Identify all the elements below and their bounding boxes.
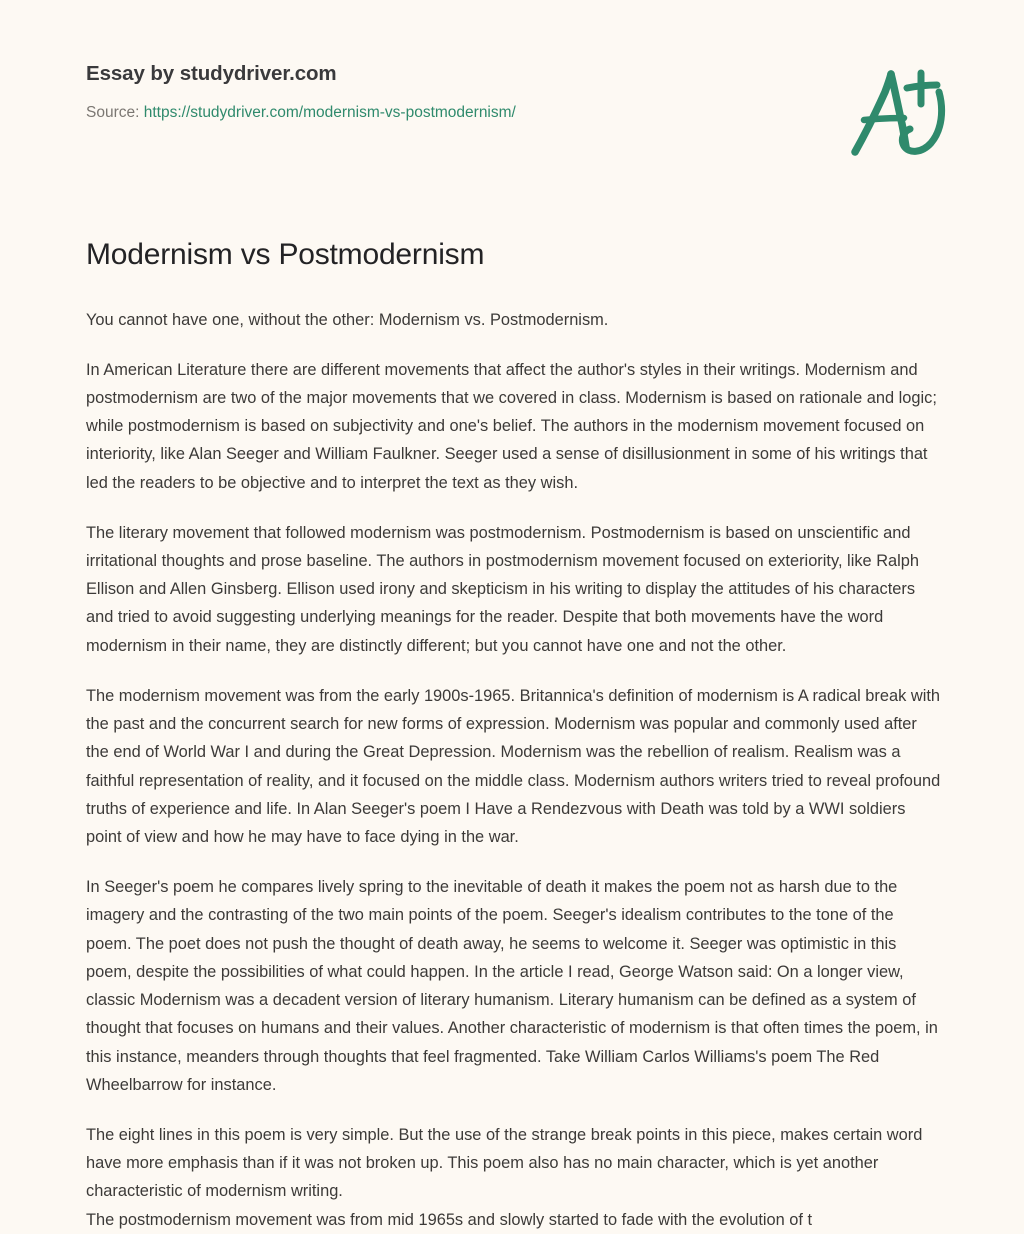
essay-byline: Essay by studydriver.com <box>86 62 337 85</box>
article <box>86 236 942 1234</box>
source-label: Source: <box>86 103 140 121</box>
source-line <box>86 103 516 123</box>
page-title: Modernism vs Postmodernism <box>86 238 485 271</box>
paragraph: You cannot have one, without the other: Modernism vs. Postmodernism. <box>86 310 609 329</box>
article-body <box>86 306 942 1234</box>
paragraph: In American Literature there are different movements that affect the author's styles in their writings. Modernism and postmodernism are two of the major movements that we covered in class. Modernism is based on rationale and logic; while postmodernism is based on subjectivity and one's belief. The authors in the modernism movement focused on interiority, like Alan Seeger and William Faulkner. Seeger used a sense of disillusionment in some of his writings that led the readers to be objective and to interpret the text as they wish. <box>86 360 937 492</box>
paragraph: The eight lines in this poem is very simple. But the use of the strange break points in this piece, makes certain word have more emphasis than if it was not broken up. This poem also has no main character, which is yet another characteristic of modernism writing. <box>86 1125 923 1201</box>
page-header <box>0 0 1024 190</box>
a-plus-logo <box>838 52 954 168</box>
paragraph: In Seeger's poem he compares lively spring to the inevitable of death it makes the poem not as harsh due to the imagery and the contrasting of the two main points of the poem. Seeger's idealism contributes to the tone of the poem. The poet does not push the thought of death away, he seems to welcome it. Seeger was optimistic in this poem, despite the possibilities of what could happen. In the article I read, George Watson said: On a longer view, classic Modernism was a decadent version of literary humanism. Literary humanism can be defined as a system of thought that focuses on humans and their values. Another characteristic of modernism is that often times the poem, in this instance, meanders through thoughts that feel fragmented. Take William Carlos Williams's poem The Red Wheelbarrow for instance. <box>86 878 938 1094</box>
source-url-link[interactable]: https://studydriver.com/modernism-vs-postmodernism/ <box>143 103 516 121</box>
paragraph-truncated: The postmodernism movement was from mid 1965s and slowly started to fade with the evolution of t <box>86 1210 813 1229</box>
paragraph: The literary movement that followed modernism was postmodernism. Postmodernism is based on unscientific and irritational thoughts and prose baseline. The authors in postmodernism movement focused on exteriority, like Ralph Ellison and Allen Ginsberg. Ellison used irony and skepticism in his writing to display the attitudes of his characters and tried to avoid suggesting underlying meanings for the reader. Despite that both movements have the word modernism in their name, they are distinctly different; but you cannot have one and not the other. <box>86 523 920 655</box>
header-text-block <box>86 62 516 123</box>
paragraph: The modernism movement was from the early 1900s-1965. Britannica's definition of modernism is A radical break with the past and the concurrent search for new forms of expression. Modernism was popular and commonly used after the end of World War I and during the Great Depression. Modernism was the rebellion of realism. Realism was a faithful representation of reality, and it focused on the middle class. Modernism authors writers tried to reveal profound truths of experience and life. In Alan Seeger's poem I Have a Rendezvous with Death was told by a WWI soldiers point of view and how he may have to face dying in the war. <box>86 686 941 846</box>
a-plus-logo-icon <box>838 52 954 168</box>
